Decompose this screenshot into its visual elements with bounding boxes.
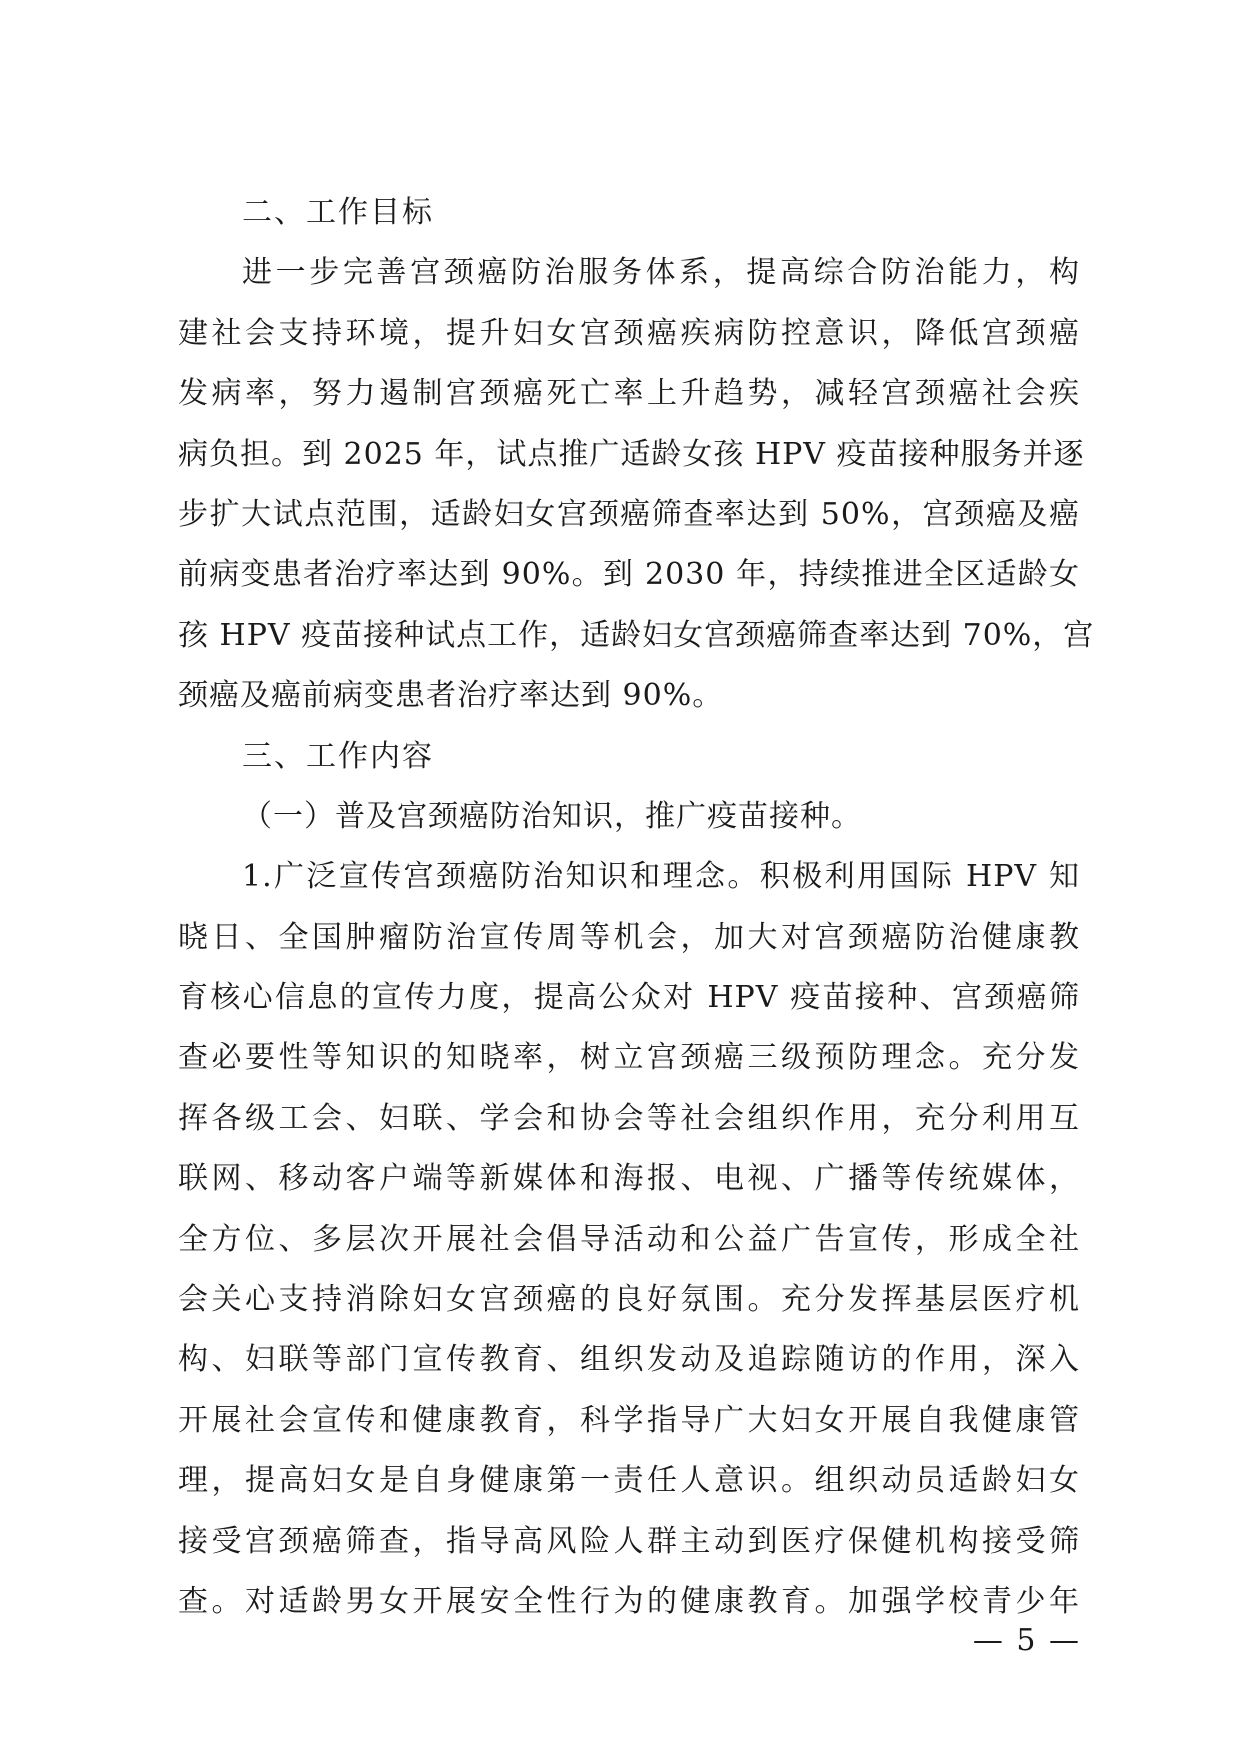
paragraph-line: 病负担。到 2025 年，试点推广适龄女孩 HPV 疫苗接种服务并逐 xyxy=(178,436,1085,472)
document-body xyxy=(178,183,1095,1632)
paragraph-line: 步扩大试点范围，适龄妇女宫颈癌筛查率达到 50%，宫颈癌及癌 xyxy=(178,496,1080,532)
paragraph-line: 联网、移动客户端等新媒体和海报、电视、广播等传统媒体， xyxy=(178,1161,1080,1197)
paragraph-line: 全方位、多层次开展社会倡导活动和公益广告宣传，形成全社 xyxy=(178,1221,1080,1257)
paragraph-line: 前病变患者治疗率达到 90%。到 2030 年，持续推进全区适龄女 xyxy=(178,557,1080,593)
paragraph-line: 发病率，努力遏制宫颈癌死亡率上升趋势，减轻宫颈癌社会疾 xyxy=(178,376,1080,412)
paragraph-line: 挥各级工会、妇联、学会和协会等社会组织作用，充分利用互 xyxy=(178,1100,1080,1136)
paragraph-line: 进一步完善宫颈癌防治服务体系，提高综合防治能力，构 xyxy=(242,255,1080,291)
paragraph-line: 育核心信息的宣传力度，提高公众对 HPV 疫苗接种、宫颈癌筛 xyxy=(178,980,1080,1016)
paragraph-line: 接受宫颈癌筛查，指导高风险人群主动到医疗保健机构接受筛 xyxy=(178,1523,1080,1559)
section-heading-content: 三、工作内容 xyxy=(242,738,434,774)
paragraph-line: 会关心支持消除妇女宫颈癌的良好氛围。充分发挥基层医疗机 xyxy=(178,1282,1080,1318)
paragraph-line: 建社会支持环境，提升妇女宫颈癌疾病防控意识，降低宫颈癌 xyxy=(178,315,1080,351)
subsection-heading: （一）普及宫颈癌防治知识，推广疫苗接种。 xyxy=(242,798,862,834)
paragraph-line: 查必要性等知识的知晓率，树立宫颈癌三级预防理念。充分发 xyxy=(178,1040,1080,1076)
paragraph-line: 开展社会宣传和健康教育，科学指导广大妇女开展自我健康管 xyxy=(178,1402,1080,1438)
paragraph-line: 理，提高妇女是自身健康第一责任人意识。组织动员适龄妇女 xyxy=(178,1463,1080,1499)
paragraph-line: 构、妇联等部门宣传教育、组织发动及追踪随访的作用，深入 xyxy=(178,1342,1080,1378)
paragraph-line: 晓日、全国肿瘤防治宣传周等机会，加大对宫颈癌防治健康教 xyxy=(178,919,1080,955)
paragraph-line: 查。对适龄男女开展安全性行为的健康教育。加强学校青少年 xyxy=(178,1583,1080,1619)
section-heading-goals: 二、工作目标 xyxy=(242,195,434,230)
paragraph-line: 1.广泛宣传宫颈癌防治知识和理念。积极利用国际 HPV 知 xyxy=(242,859,1080,895)
paragraph-line: 孩 HPV 疫苗接种试点工作，适龄妇女宫颈癌筛查率达到 70%，宫 xyxy=(178,617,1095,653)
page-number: — 5 — xyxy=(972,1623,1081,1658)
paragraph-line: 颈癌及癌前病变患者治疗率达到 90%。 xyxy=(178,678,724,714)
